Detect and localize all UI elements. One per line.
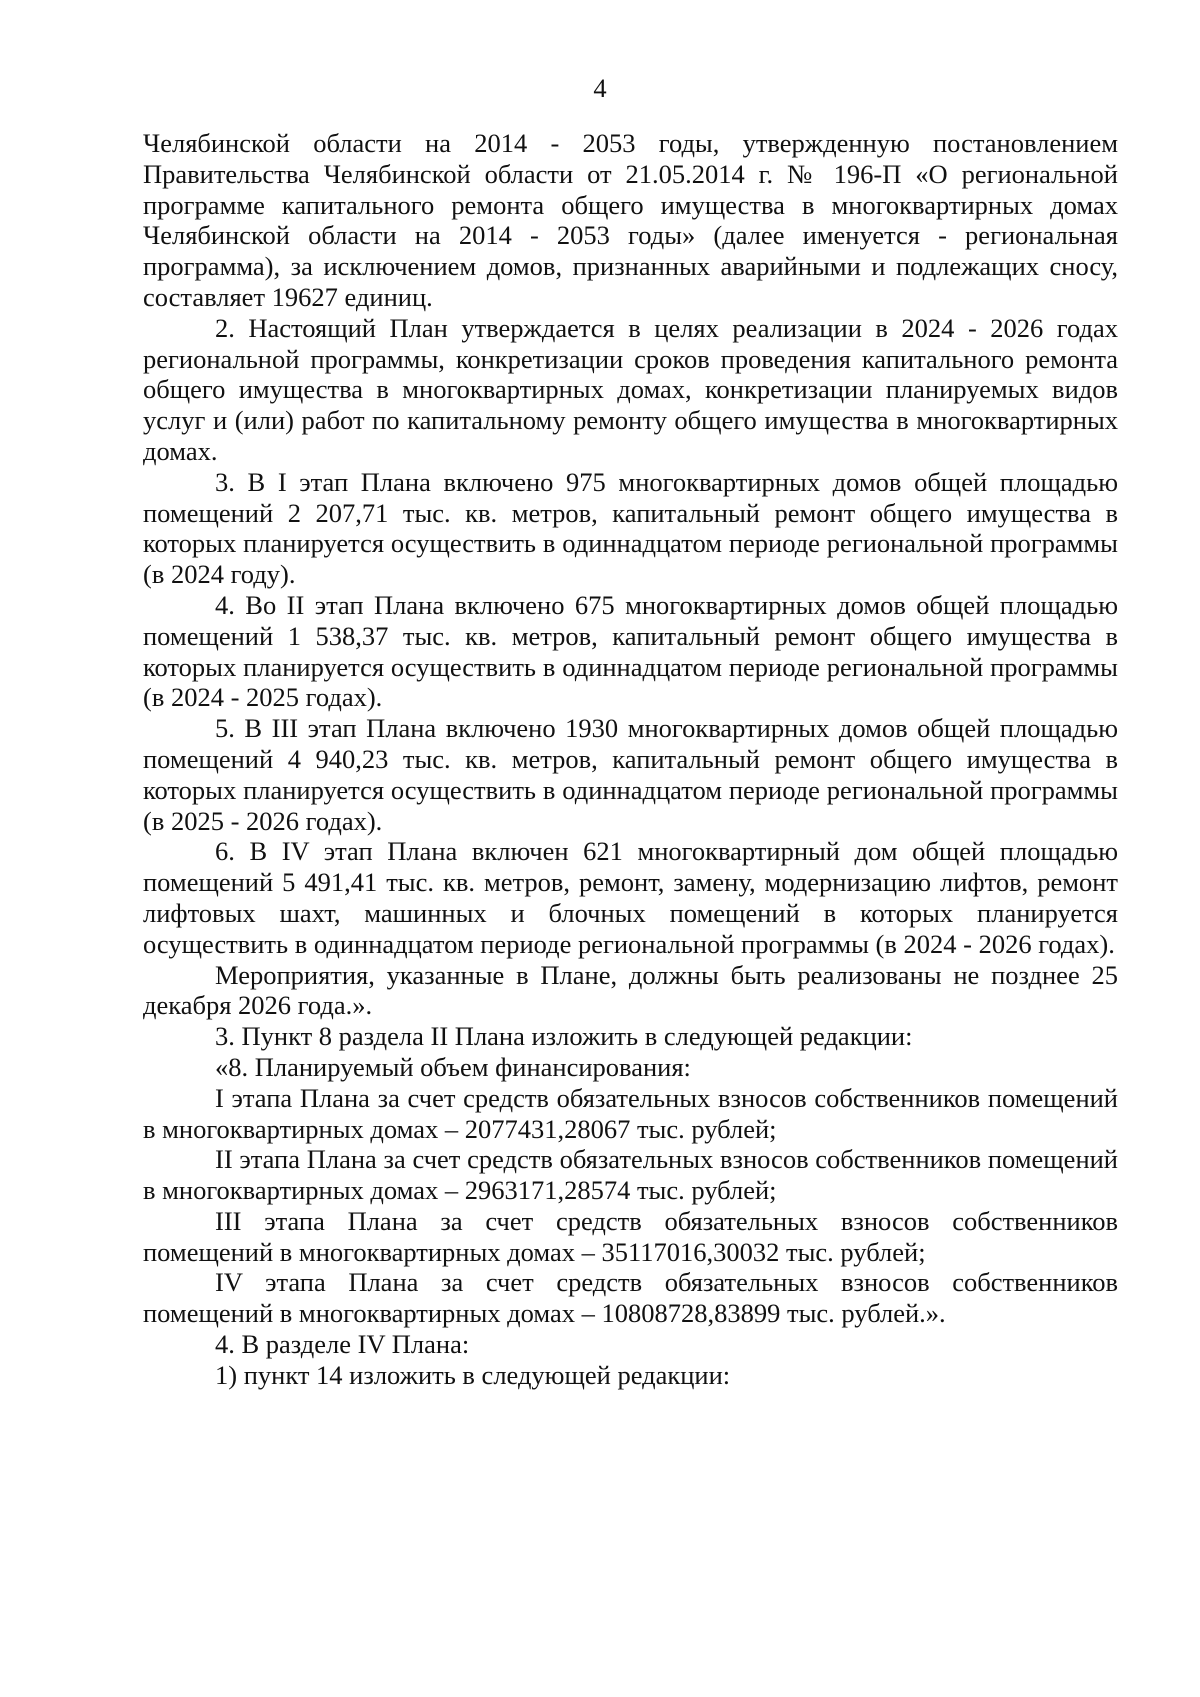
paragraph-item-3: 3. В I этап Плана включено 975 многоквартирных домов общей площадью помещений 2 207,71 тыс. кв. метров, капитальный ремонт общего имущества в которых планируется осуществить в одиннадцатом периоде региональной программы (в 2024 году). (143, 466, 1118, 590)
paragraph-item-4: 4. Во II этап Плана включено 675 многоквартирных домов общей площадью помещений 1 538,37 тыс. кв. метров, капитальный ремонт общего имущества в которых планируется осуществить в одиннадцатом периоде региональной программы (в 2024 - 2025 годах). (143, 589, 1118, 713)
paragraph-item-2: 2. Настоящий План утверждается в целях реализации в 2024 - 2026 годах региональной программы, конкретизации сроков проведения капитального ремонта общего имущества в многоквартирных домах, конкретизации планируемых видов услуг и (или) работ по капитальному ремонту общего имущества в многоквартирных домах. (143, 312, 1118, 466)
paragraph-financing-stage-2: II этапа Плана за счет средств обязательных взносов собственников помещений в многоквартирных домах – 2963171,28574 тыс. рублей; (143, 1144, 1118, 1206)
paragraph-item-5: 5. В III этап Плана включено 1930 многоквартирных домов общей площадью помещений 4 940,23 тыс. кв. метров, капитальный ремонт общего имущества в которых планируется осуществить в одиннадцатом периоде региональной программы (в 2025 - 2026 годах). (143, 713, 1118, 836)
paragraph-subitem-1: 1) пункт 14 изложить в следующей редакции: (215, 1359, 731, 1390)
paragraph-item-6: 6. В IV этап Плана включен 621 многоквартирный дом общей площадью помещений 5 491,41 тыс. кв. метров, ремонт, замену, модернизацию лифтов, ремонт лифтовых шахт, машинных и блочных помещений в которых планируется осуществить в одиннадцатом периоде региональной программы (в 2024 - 2026 годах). (143, 836, 1118, 959)
paragraph-amendment-4: 4. В разделе IV Плана: (215, 1329, 470, 1360)
paragraph-financing-heading: «8. Планируемый объем финансирования: (215, 1051, 691, 1082)
paragraph-financing-stage-4: IV этапа Плана за счет средств обязательных взносов собственников помещений в многоквартирных домах – 10808728,83899 тыс. рублей.». (143, 1267, 1118, 1329)
paragraph-financing-stage-1: I этапа Плана за счет средств обязательных взносов собственников помещений в многоквартирных домах – 2077431,28067 тыс. рублей; (143, 1082, 1118, 1144)
page-number: 4 (593, 73, 607, 103)
paragraph-continuation: Челябинской области на 2014 - 2053 годы, утвержденную постановлением Правительства Челябинской области от 21.05.2014 г. № 196-П «О региональной программе капитального ремонта общего имущества в многоквартирных домах Челябинской области на 2014 - 2053 годы» (далее именуется - региональная программа), за исключением домов, признанных аварийными и подлежащих сносу, составляет 19627 единиц. (143, 128, 1118, 312)
document-body (143, 128, 1118, 1391)
paragraph-financing-stage-3: III этапа Плана за счет средств обязательных взносов собственников помещений в многоквартирных домах – 35117016,30032 тыс. рублей; (143, 1205, 1118, 1267)
paragraph-deadline: Мероприятия, указанные в Плане, должны быть реализованы не позднее 25 декабря 2026 года.». (143, 959, 1118, 1021)
paragraph-amendment-3: 3. Пункт 8 раздела II Плана изложить в следующей редакции: (215, 1021, 913, 1052)
